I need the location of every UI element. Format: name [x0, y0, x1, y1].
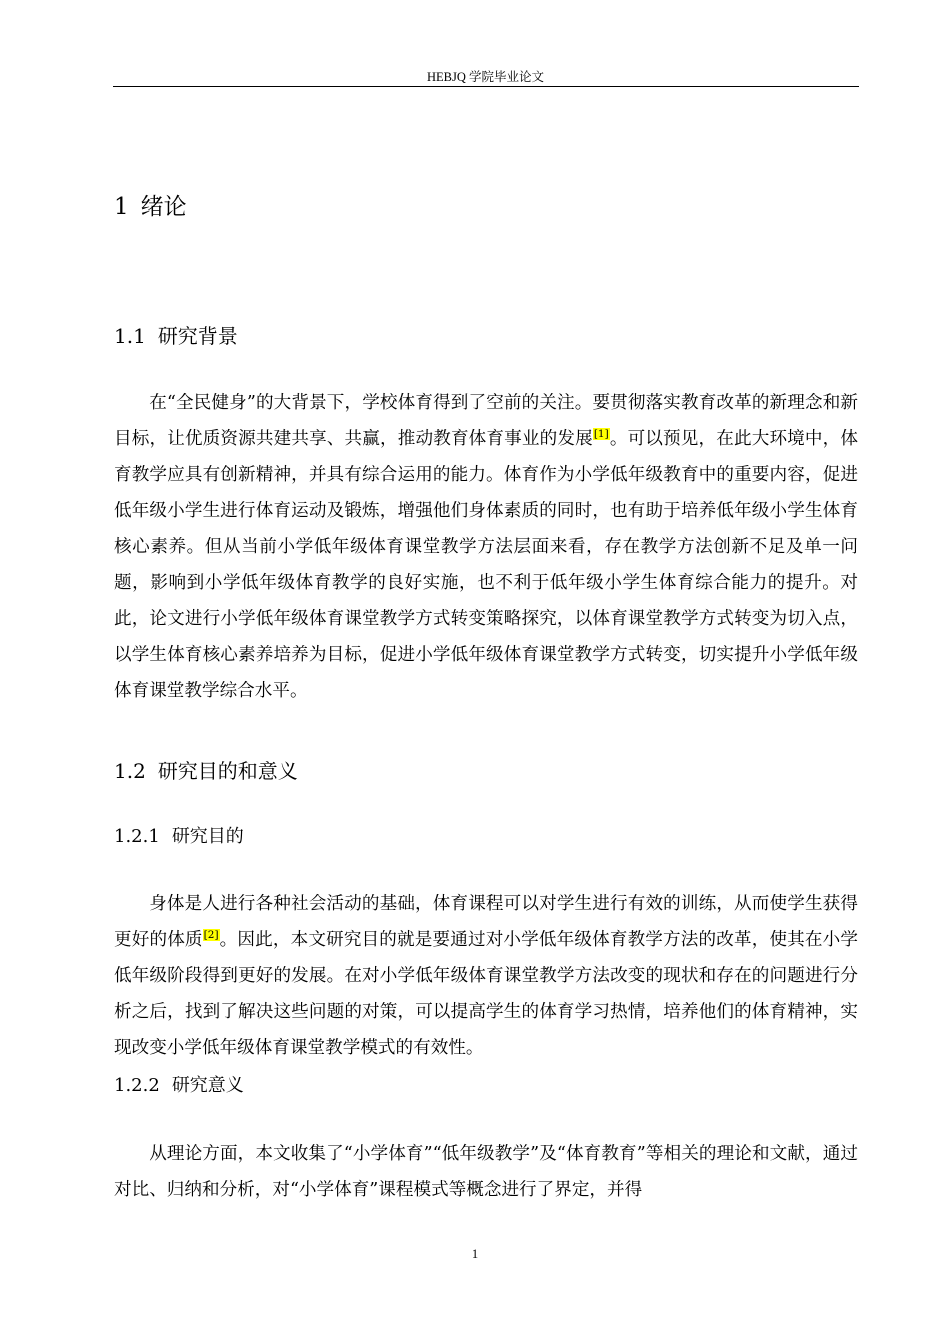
subsection-number: 1.2.1 — [114, 826, 160, 847]
subsection-heading-purpose — [114, 822, 244, 848]
subsection-title: 研究意义 — [171, 1075, 244, 1096]
paragraph-text: 。可以预见，在此大环境中，体育教学应具有创新精神，并具有综合运用的能力。体育作为小学低年级教育中的重要内容，促进低年级小学生进行体育运动及锻炼，增强他们身体素质的同时，也有助于培养低年级小学生体育核心素养。但从当前小学低年级体育课堂教学方法层面来看，存在教学方法创新不足及单一问题，影响到小学低年级体育教学的良好实施，也不利于低年级小学生体育综合能力的提升。对此，论文进行小学低年级体育课堂教学方式转变策略探究，以体育课堂教学方式转变为切入点，以学生体育核心素养培养为目标，促进小学低年级体育课堂教学方式转变，切实提升小学低年级体育课堂教学综合水平。 — [114, 428, 858, 701]
page-number: 1 — [471, 1247, 479, 1261]
section-heading-purpose-significance — [114, 755, 298, 784]
subsection-title: 研究目的 — [171, 826, 244, 847]
citation-marker[interactable]: [1] — [593, 427, 609, 440]
subsection-heading-significance — [114, 1071, 244, 1097]
paragraph-text: 身体是人进行各种社会活动的基础，体育课程可以对学生进行有效的训练，从而使学生获得更好的体质 — [114, 893, 858, 950]
paragraph-text: 在“全民健身”的大背景下，学校体育得到了空前的关注。要贯彻落实教育改革的新理念和新目标，让优质资源共建共享、共赢，推动教育体育事业的发展 — [114, 392, 858, 449]
section-number: 1.1 — [114, 324, 146, 348]
section-title: 研究目的和意义 — [157, 759, 298, 783]
significance-paragraph — [114, 1136, 858, 1208]
running-header: HEBJQ 学院毕业论文 — [426, 70, 545, 84]
chapter-title: 绪论 — [140, 194, 187, 220]
citation-marker[interactable]: [2] — [203, 928, 219, 941]
purpose-paragraph — [114, 886, 858, 1066]
section-heading-background — [114, 320, 238, 349]
paragraph-text: 从理论方面，本文收集了“小学体育”“低年级教学”及“体育教育”等相关的理论和文献，通过对比、归纳和分析，对“小学体育”课程模式等概念进行了界定，并得 — [114, 1143, 858, 1200]
background-paragraph — [114, 385, 858, 709]
chapter-number: 1 — [114, 194, 129, 220]
section-title: 研究背景 — [157, 324, 238, 348]
section-number: 1.2 — [114, 759, 146, 783]
header-divider — [113, 86, 859, 87]
subsection-number: 1.2.2 — [114, 1075, 160, 1096]
paragraph-text: 。因此，本文研究目的就是要通过对小学低年级体育教学方法的改革，使其在小学低年级阶段得到更好的发展。在对小学低年级体育课堂教学方法改变的现状和存在的问题进行分析之后，找到了解决这些问题的对策，可以提高学生的体育学习热情，培养他们的体育精神，实现改变小学低年级体育课堂教学模式的有效性。 — [114, 929, 858, 1058]
chapter-heading — [114, 188, 187, 221]
